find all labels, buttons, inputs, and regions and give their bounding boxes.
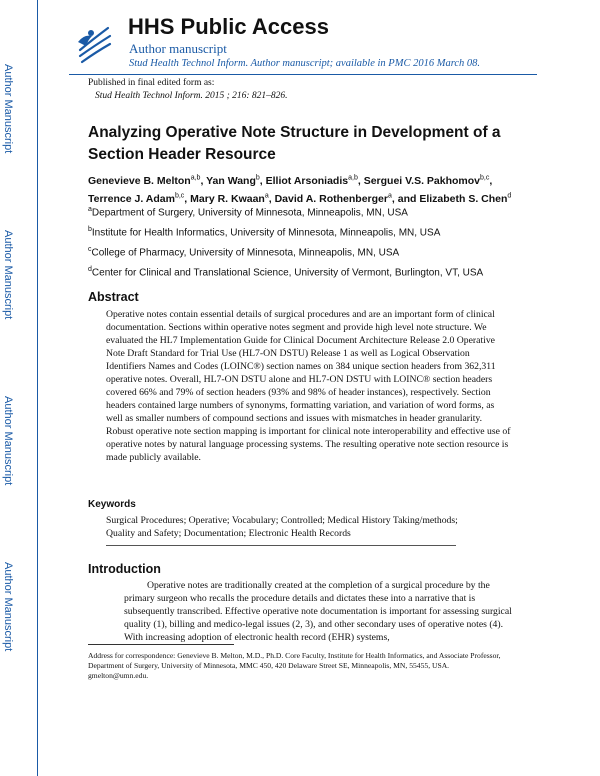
sidebar-label-author-manuscript: Author Manuscript <box>2 396 14 486</box>
author: Mary R. Kwaan$^a$, <box>190 192 275 205</box>
affiliation: $^c$College of Pharmacy, University of Minnesota, Minneapolis, MN, USA <box>88 246 400 259</box>
keywords-heading: Keywords <box>88 499 136 510</box>
header-subtitle: Author manuscript <box>129 41 227 56</box>
affiliation: $^d$Center for Clinical and Translational Science, University of Vermont, Burlington, VT, USA <box>88 266 484 279</box>
abstract-heading: Abstract <box>88 290 139 304</box>
header-title: HHS Public Access <box>128 14 329 39</box>
hhs-eagle-icon <box>74 20 114 66</box>
author-list <box>88 170 528 207</box>
footnote-rule <box>88 644 234 645</box>
header-citation: Stud Health Technol Inform. Author manuscript; available in PMC 2016 March 08. <box>129 58 481 69</box>
sidebar-label-author-manuscript: Author Manuscript <box>2 230 14 320</box>
author: David A. Rothenberger$^a$, and <box>274 192 420 205</box>
keywords-rule <box>106 545 456 546</box>
introduction-text: Operative notes are traditionally created at the completion of a surgical procedure by the primary surgeon who recalls the procedure details and dictates these into a narrative that is subsequently transcribed. Effective operative note documentation is important for assessing surgical quality (1), billing and medico-legal issues (2, 3), and other secondary uses of operative notes (4). With increasing adoption of electronic health record (EHR) systems, <box>124 580 512 643</box>
author: Yan Wang$^b$, <box>206 174 266 187</box>
header-rule <box>69 74 537 75</box>
sidebar-rule <box>37 0 38 776</box>
author: Terrence J. Adam$^{b,c}$, <box>88 192 191 205</box>
affiliation: $^a$Department of Surgery, University of Minnesota, Minneapolis, MN, USA <box>88 206 408 219</box>
author: Serguei V.S. Pakhomov$^{b,c}$, <box>363 174 493 187</box>
introduction-heading: Introduction <box>88 562 161 576</box>
author: Elizabeth S. Chen$^d$ <box>419 192 512 205</box>
published-citation: Stud Health Technol Inform. 2015 ; 216: 821–826. <box>95 91 288 101</box>
affiliation: $^b$Institute for Health Informatics, University of Minnesota, Minneapolis, MN, USA <box>88 226 441 239</box>
sidebar-label-author-manuscript: Author Manuscript <box>2 64 14 154</box>
author: Elliot Arsoniadis$^{a,b}$, <box>265 174 364 187</box>
abstract-text: Operative notes contain essential details of surgical procedures and are an important form of clinical documentation. Sections within operative notes segment and provide high level note structure. We evaluated the HL7 Implementation Guide for Clinical Document Architecture Release 2.0 Operative Note Draft Standard for Trial Use (HL7-ON DSTU) Release 1 as well as Logical Observation Identifiers Names and Codes (LOINC®) section names on 384 unique section headers from 362,311 operative notes. Overall, HL7-ON DSTU alone and HL7-ON DSTU with LOINC® section headers covered 66% and 79% of section headers (93% and 98% of header instances), respectively. Section headers contained large numbers of synonyms, formatting variation, and variation of word forms, as well as smaller numbers of compound sections and issues with mismatches in header granularity. Robust operative note section mapping is important for clinical note interoperability and effective use of operative notes by natural language processing systems. The resulting operative note section resource is made publicly available. <box>106 309 511 463</box>
sidebar-label-author-manuscript: Author Manuscript <box>2 562 14 652</box>
published-label: Published in final edited form as: <box>88 78 215 88</box>
paper-title: Analyzing Operative Note Structure in Development of a Section Header Resource <box>88 124 501 163</box>
keywords-text: Surgical Procedures; Operative; Vocabulary; Controlled; Medical History Taking/methods; Quality and Safety; Documentation; Electronic Health Records <box>106 515 458 539</box>
correspondence-footnote: Address for correspondence: Genevieve B. Melton, M.D., Ph.D. Core Faculty, Institute for Health Informatics, and Associate Professor, Department of Surgery, University of Minnesota, MMC 450, 420 Delaware Street SE, Minneapolis, MN, 55455, USA. gmelton@umn.edu. <box>88 651 501 680</box>
author: Genevieve B. Melton$^{a,b}$, <box>88 174 207 187</box>
